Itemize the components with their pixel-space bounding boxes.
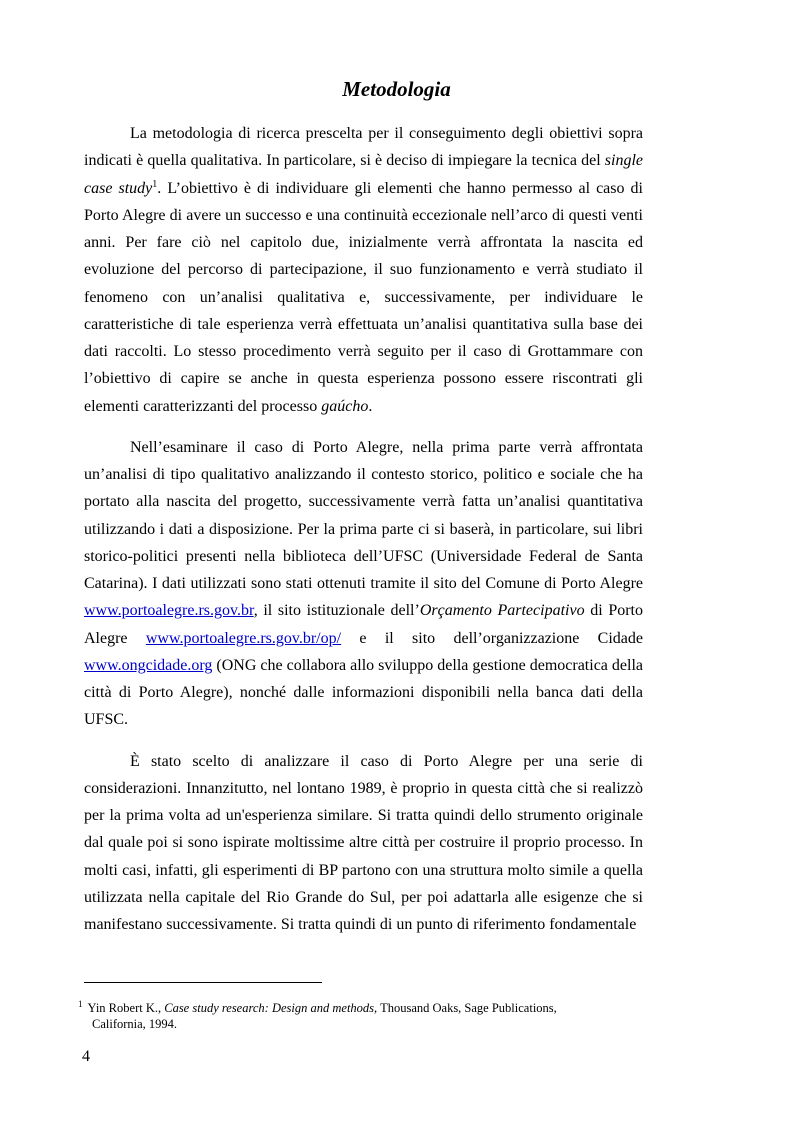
paragraph-1: [84, 120, 643, 420]
p1-text-a: La metodologia di ricerca prescelta per il conseguimento degli obiettivi sopra indicati è quella qualitativa. In particolare, si è deciso di impiegare la tecnica del: [84, 125, 643, 170]
p2-text-a: Nell’esaminare il caso di Porto Alegre, nella prima parte verrà affrontata un’analisi di tipo qualitativo analizzando il contesto storico, politico e sociale che ha portato alla nascita del progetto, successivamente verrà fatta un’analisi quantitativa utilizzando i dati a disposizione. Per la prima parte ci si baserà, in particolare, sui libri storico-politici presenti nella biblioteca dell’UFSC (Universidade Federal de Santa Catarina). I dati utilizzati sono stati ottenuti tramite il sito del Comune di Porto Alegre: [84, 438, 643, 592]
p1-italic-single-case-study: single case study: [84, 152, 643, 197]
p2-italic-orcamento: Orçamento Partecipativo: [419, 602, 585, 620]
section-title: Metodologia: [342, 77, 451, 101]
page-number: 4: [82, 1048, 90, 1065]
link-portoalegre[interactable]: www.portoalegre.rs.gov.br: [84, 602, 254, 620]
footnote-mark: 1: [78, 999, 83, 1009]
p1-text-f: .: [368, 397, 373, 415]
p2-text-f: (ONG che collabora allo sviluppo della gestione democratica della città di Porto Alegre), nonché dalle informazioni disponibili nella banca dati della UFSC.: [84, 656, 643, 729]
footnote-location: California, 1994.: [92, 1017, 178, 1031]
footnote-1: [78, 1000, 644, 1032]
p1-italic-gaucho: gaúcho: [321, 397, 369, 415]
p2-text-d: di Porto Alegre: [84, 602, 644, 647]
footnote-author: Yin Robert K.,: [87, 1001, 165, 1015]
link-portoalegre-op[interactable]: www.portoalegre.rs.gov.br/op/: [145, 629, 342, 647]
p1-text-d: . L’obiettivo è di individuare gli elementi che hanno permesso al caso di Porto Alegre di avere un successo e una continuità eccezionale nell’arco di questi venti anni. Per fare ciò nel capitolo due, inizialmente verrà affrontata la nascita ed evoluzione del percorso di partecipazione, il suo funzionamento e verrà studiato il fenomeno con un’analisi qualitativa e, successivamente, per individuare le caratteristiche di tale esperienza verrà effettuata un’analisi quantitativa sulla base dei dati raccolti. Lo stesso procedimento verrà seguito per il caso di Grottammare con l’obiettivo di capire se anche in questa esperienza possono essere riscontrati gli elementi caratterizzanti del processo: [84, 179, 644, 415]
paragraph-3: È stato scelto di analizzare il caso di Porto Alegre per una serie di considerazioni. Innanzitutto, nel lontano 1989, è proprio in questa città che si realizzò per la prima volta ad un'esperienza similare. Si tratta quindi dello strumento originale dal quale poi si sono ispirate moltissime altre città per costruire il proprio processo. In molti casi, infatti, gli esperimenti di BP partono con una struttura molto simile a quella utilizzata nella capitale del Rio Grande do Sul, per poi adattarla alle esigenze che si manifestano successivamente. Si tratta quindi di un punto di riferimento fondamentale: [84, 752, 643, 933]
footnote-title: Case study research: Design and methods,: [164, 1001, 378, 1015]
footnote-ref-1[interactable]: 1: [152, 178, 158, 190]
paragraph-2: [84, 434, 643, 734]
link-ongcidade[interactable]: www.ongcidade.org: [84, 656, 213, 674]
p2-text-e: e il sito dell’organizzazione Cidade: [341, 629, 643, 647]
p2-text-b: , il sito istituzionale dell’: [253, 602, 420, 620]
body-text: [84, 120, 643, 952]
footnote-divider: [84, 982, 322, 983]
footnote-publisher: Thousand Oaks, Sage Publications,: [377, 1001, 557, 1015]
